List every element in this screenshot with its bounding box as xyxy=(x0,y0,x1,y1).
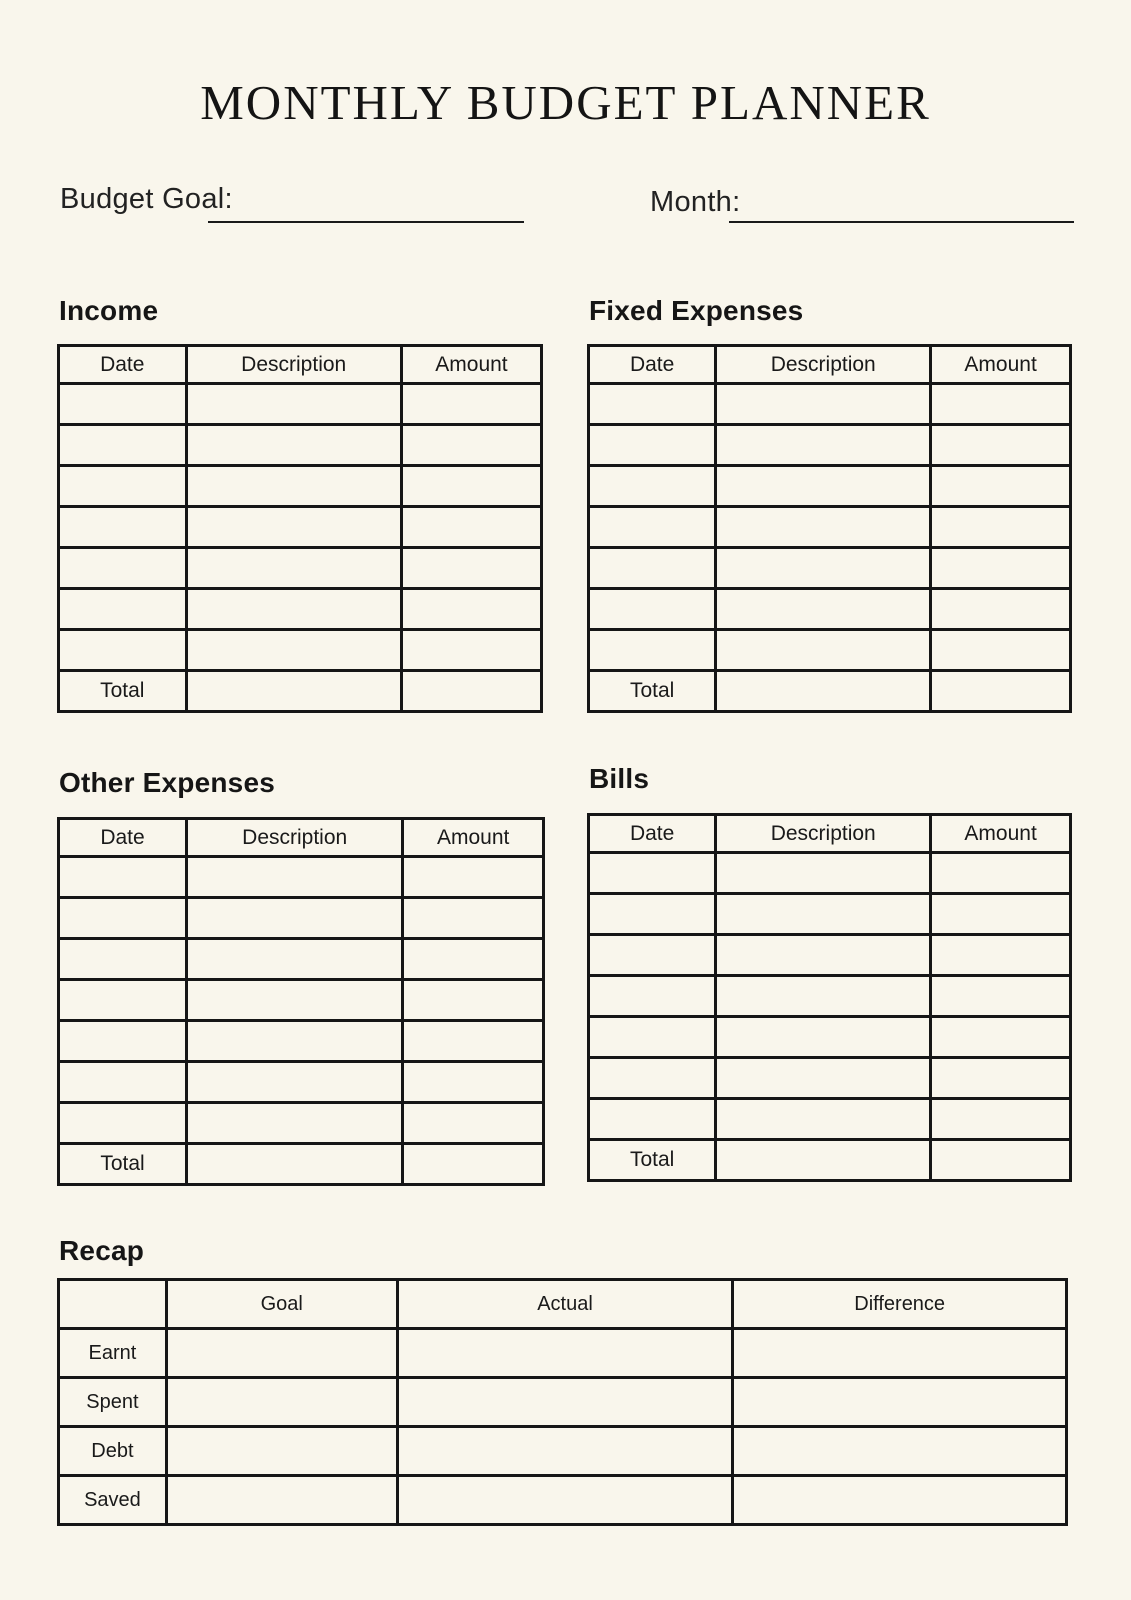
entry-header-row xyxy=(59,819,544,857)
date-blank-cell[interactable] xyxy=(589,384,716,425)
date-blank-cell[interactable] xyxy=(589,630,716,671)
date-blank-cell[interactable] xyxy=(59,1103,187,1144)
amount-blank-cell[interactable] xyxy=(931,548,1071,589)
column-header-date: Date xyxy=(59,819,187,857)
entry-row xyxy=(589,466,1071,507)
amount-blank-cell[interactable] xyxy=(401,507,541,548)
date-blank-cell[interactable] xyxy=(59,589,187,630)
entry-row xyxy=(589,425,1071,466)
description-blank-cell[interactable] xyxy=(187,1062,403,1103)
recap-column-header-goal: Goal xyxy=(166,1280,397,1329)
total-row xyxy=(589,1140,1071,1181)
entry-row xyxy=(59,548,542,589)
entry-row xyxy=(589,548,1071,589)
amount-blank-cell[interactable] xyxy=(403,980,544,1021)
entry-row xyxy=(59,1062,544,1103)
date-blank-cell[interactable] xyxy=(589,1058,716,1099)
date-blank-cell[interactable] xyxy=(59,898,187,939)
budget-goal-label: Budget Goal: xyxy=(60,183,233,215)
entry-row xyxy=(59,939,544,980)
description-blank-cell[interactable] xyxy=(716,507,931,548)
date-blank-cell[interactable] xyxy=(59,1021,187,1062)
amount-blank-cell[interactable] xyxy=(931,894,1071,935)
description-blank-cell[interactable] xyxy=(716,894,931,935)
entry-row xyxy=(59,898,544,939)
total-amount-blank-cell[interactable] xyxy=(401,671,541,712)
column-header-description: Description xyxy=(187,819,403,857)
recap-row-label: Spent xyxy=(59,1378,167,1427)
description-blank-cell[interactable] xyxy=(716,589,931,630)
entry-row xyxy=(589,1017,1071,1058)
date-blank-cell[interactable] xyxy=(589,589,716,630)
description-blank-cell[interactable] xyxy=(716,630,931,671)
description-blank-cell[interactable] xyxy=(186,548,401,589)
description-blank-cell[interactable] xyxy=(186,507,401,548)
amount-blank-cell[interactable] xyxy=(401,548,541,589)
date-blank-cell[interactable] xyxy=(589,894,716,935)
recap-table xyxy=(57,1278,1068,1526)
date-blank-cell[interactable] xyxy=(59,980,187,1021)
amount-blank-cell[interactable] xyxy=(401,425,541,466)
amount-blank-cell[interactable] xyxy=(931,589,1071,630)
date-blank-cell[interactable] xyxy=(589,425,716,466)
total-label-cell: Total xyxy=(589,1140,716,1181)
total-label-cell: Total xyxy=(589,671,716,712)
recap-blank-cell[interactable] xyxy=(397,1378,733,1427)
recap-blank-cell[interactable] xyxy=(166,1378,397,1427)
date-blank-cell[interactable] xyxy=(589,548,716,589)
recap-blank-cell[interactable] xyxy=(397,1427,733,1476)
amount-blank-cell[interactable] xyxy=(931,935,1071,976)
total-row xyxy=(589,671,1071,712)
amount-blank-cell[interactable] xyxy=(403,1062,544,1103)
entry-row xyxy=(59,384,542,425)
amount-blank-cell[interactable] xyxy=(403,857,544,898)
entry-row xyxy=(589,384,1071,425)
amount-blank-cell[interactable] xyxy=(931,507,1071,548)
month-input-line[interactable] xyxy=(729,221,1074,223)
column-header-amount: Amount xyxy=(403,819,544,857)
recap-corner-cell xyxy=(59,1280,167,1329)
description-blank-cell[interactable] xyxy=(716,384,931,425)
description-blank-cell[interactable] xyxy=(716,548,931,589)
date-blank-cell[interactable] xyxy=(589,466,716,507)
entry-row xyxy=(589,630,1071,671)
recap-column-header-actual: Actual xyxy=(397,1280,733,1329)
entry-row xyxy=(589,1058,1071,1099)
total-description-blank-cell[interactable] xyxy=(716,671,931,712)
date-blank-cell[interactable] xyxy=(59,630,187,671)
column-header-description: Description xyxy=(716,815,931,853)
amount-blank-cell[interactable] xyxy=(403,898,544,939)
entry-row xyxy=(589,935,1071,976)
date-blank-cell[interactable] xyxy=(59,857,187,898)
column-header-amount: Amount xyxy=(931,815,1071,853)
entry-row xyxy=(589,853,1071,894)
income-heading: Income xyxy=(59,295,159,326)
total-label-cell: Total xyxy=(59,671,187,712)
description-blank-cell[interactable] xyxy=(186,589,401,630)
description-blank-cell[interactable] xyxy=(186,466,401,507)
total-description-blank-cell[interactable] xyxy=(716,1140,931,1181)
recap-header-row xyxy=(59,1280,1067,1329)
entry-row xyxy=(59,857,544,898)
amount-blank-cell[interactable] xyxy=(403,939,544,980)
bills-table xyxy=(587,813,1072,1182)
fixed-expenses-heading: Fixed Expenses xyxy=(589,295,804,326)
amount-blank-cell[interactable] xyxy=(401,589,541,630)
description-blank-cell[interactable] xyxy=(716,1017,931,1058)
date-blank-cell[interactable] xyxy=(59,939,187,980)
description-blank-cell[interactable] xyxy=(187,857,403,898)
month-label: Month: xyxy=(650,186,741,218)
entry-header-row xyxy=(589,815,1071,853)
column-header-date: Date xyxy=(59,346,187,384)
entry-row xyxy=(589,1099,1071,1140)
income-table xyxy=(57,344,543,713)
entry-header-row xyxy=(59,346,542,384)
description-blank-cell[interactable] xyxy=(716,853,931,894)
recap-blank-cell[interactable] xyxy=(397,1329,733,1378)
amount-blank-cell[interactable] xyxy=(401,630,541,671)
date-blank-cell[interactable] xyxy=(589,507,716,548)
date-blank-cell[interactable] xyxy=(59,1062,187,1103)
column-header-date: Date xyxy=(589,815,716,853)
description-blank-cell[interactable] xyxy=(716,1058,931,1099)
entry-row xyxy=(589,976,1071,1017)
date-blank-cell[interactable] xyxy=(589,935,716,976)
description-blank-cell[interactable] xyxy=(716,1099,931,1140)
amount-blank-cell[interactable] xyxy=(403,1021,544,1062)
date-blank-cell[interactable] xyxy=(59,384,187,425)
total-amount-blank-cell[interactable] xyxy=(403,1144,544,1185)
total-amount-blank-cell[interactable] xyxy=(931,1140,1071,1181)
amount-blank-cell[interactable] xyxy=(931,853,1071,894)
date-blank-cell[interactable] xyxy=(589,1099,716,1140)
fixed-expenses-table xyxy=(587,344,1072,713)
recap-row-debt xyxy=(59,1427,1067,1476)
other-expenses-heading: Other Expenses xyxy=(59,767,275,798)
total-description-blank-cell[interactable] xyxy=(187,1144,403,1185)
recap-row-earnt xyxy=(59,1329,1067,1378)
description-blank-cell[interactable] xyxy=(187,939,403,980)
amount-blank-cell[interactable] xyxy=(931,630,1071,671)
entry-row xyxy=(59,425,542,466)
entry-row xyxy=(59,507,542,548)
column-header-description: Description xyxy=(716,346,931,384)
description-blank-cell[interactable] xyxy=(187,1103,403,1144)
entry-row xyxy=(589,507,1071,548)
entry-row xyxy=(59,589,542,630)
amount-blank-cell[interactable] xyxy=(931,425,1071,466)
entry-row xyxy=(59,466,542,507)
entry-row xyxy=(59,1103,544,1144)
column-header-description: Description xyxy=(186,346,401,384)
column-header-amount: Amount xyxy=(401,346,541,384)
amount-blank-cell[interactable] xyxy=(403,1103,544,1144)
other-expenses-section xyxy=(57,768,545,1186)
recap-column-header-difference: Difference xyxy=(733,1280,1067,1329)
page-title: MONTHLY BUDGET PLANNER xyxy=(200,75,931,130)
recap-row-label: Earnt xyxy=(59,1329,167,1378)
entry-row xyxy=(59,630,542,671)
description-blank-cell[interactable] xyxy=(187,980,403,1021)
bills-heading: Bills xyxy=(589,763,650,794)
recap-blank-cell[interactable] xyxy=(733,1427,1067,1476)
description-blank-cell[interactable] xyxy=(186,630,401,671)
budget-goal-input-line[interactable] xyxy=(208,221,524,223)
amount-blank-cell[interactable] xyxy=(931,1058,1071,1099)
recap-blank-cell[interactable] xyxy=(166,1329,397,1378)
description-blank-cell[interactable] xyxy=(716,466,931,507)
recap-blank-cell[interactable] xyxy=(733,1329,1067,1378)
total-description-blank-cell[interactable] xyxy=(186,671,401,712)
amount-blank-cell[interactable] xyxy=(931,976,1071,1017)
recap-blank-cell[interactable] xyxy=(166,1427,397,1476)
entry-header-row xyxy=(589,346,1071,384)
date-blank-cell[interactable] xyxy=(59,507,187,548)
recap-blank-cell[interactable] xyxy=(397,1476,733,1525)
column-header-amount: Amount xyxy=(931,346,1071,384)
description-blank-cell[interactable] xyxy=(716,935,931,976)
fixed-expenses-section xyxy=(587,296,1072,713)
amount-blank-cell[interactable] xyxy=(931,1099,1071,1140)
date-blank-cell[interactable] xyxy=(59,466,187,507)
description-blank-cell[interactable] xyxy=(187,898,403,939)
date-blank-cell[interactable] xyxy=(589,976,716,1017)
description-blank-cell[interactable] xyxy=(186,425,401,466)
date-blank-cell[interactable] xyxy=(59,548,187,589)
recap-row-spent xyxy=(59,1378,1067,1427)
entry-row xyxy=(589,894,1071,935)
entry-row xyxy=(589,589,1071,630)
date-blank-cell[interactable] xyxy=(589,1017,716,1058)
description-blank-cell[interactable] xyxy=(187,1021,403,1062)
income-section xyxy=(57,296,543,713)
total-amount-blank-cell[interactable] xyxy=(931,671,1071,712)
entry-row xyxy=(59,980,544,1021)
recap-blank-cell[interactable] xyxy=(166,1476,397,1525)
recap-row-label: Debt xyxy=(59,1427,167,1476)
amount-blank-cell[interactable] xyxy=(401,466,541,507)
recap-row-saved xyxy=(59,1476,1067,1525)
date-blank-cell[interactable] xyxy=(589,853,716,894)
total-row xyxy=(59,1144,544,1185)
amount-blank-cell[interactable] xyxy=(401,384,541,425)
description-blank-cell[interactable] xyxy=(716,976,931,1017)
description-blank-cell[interactable] xyxy=(716,425,931,466)
column-header-date: Date xyxy=(589,346,716,384)
amount-blank-cell[interactable] xyxy=(931,384,1071,425)
other-expenses-table xyxy=(57,817,545,1186)
amount-blank-cell[interactable] xyxy=(931,466,1071,507)
recap-blank-cell[interactable] xyxy=(733,1476,1067,1525)
total-label-cell: Total xyxy=(59,1144,187,1185)
bills-section xyxy=(587,764,1072,1182)
total-row xyxy=(59,671,542,712)
recap-row-label: Saved xyxy=(59,1476,167,1525)
recap-section xyxy=(57,1236,1068,1526)
recap-blank-cell[interactable] xyxy=(733,1378,1067,1427)
recap-heading: Recap xyxy=(59,1235,145,1266)
description-blank-cell[interactable] xyxy=(186,384,401,425)
date-blank-cell[interactable] xyxy=(59,425,187,466)
amount-blank-cell[interactable] xyxy=(931,1017,1071,1058)
entry-row xyxy=(59,1021,544,1062)
